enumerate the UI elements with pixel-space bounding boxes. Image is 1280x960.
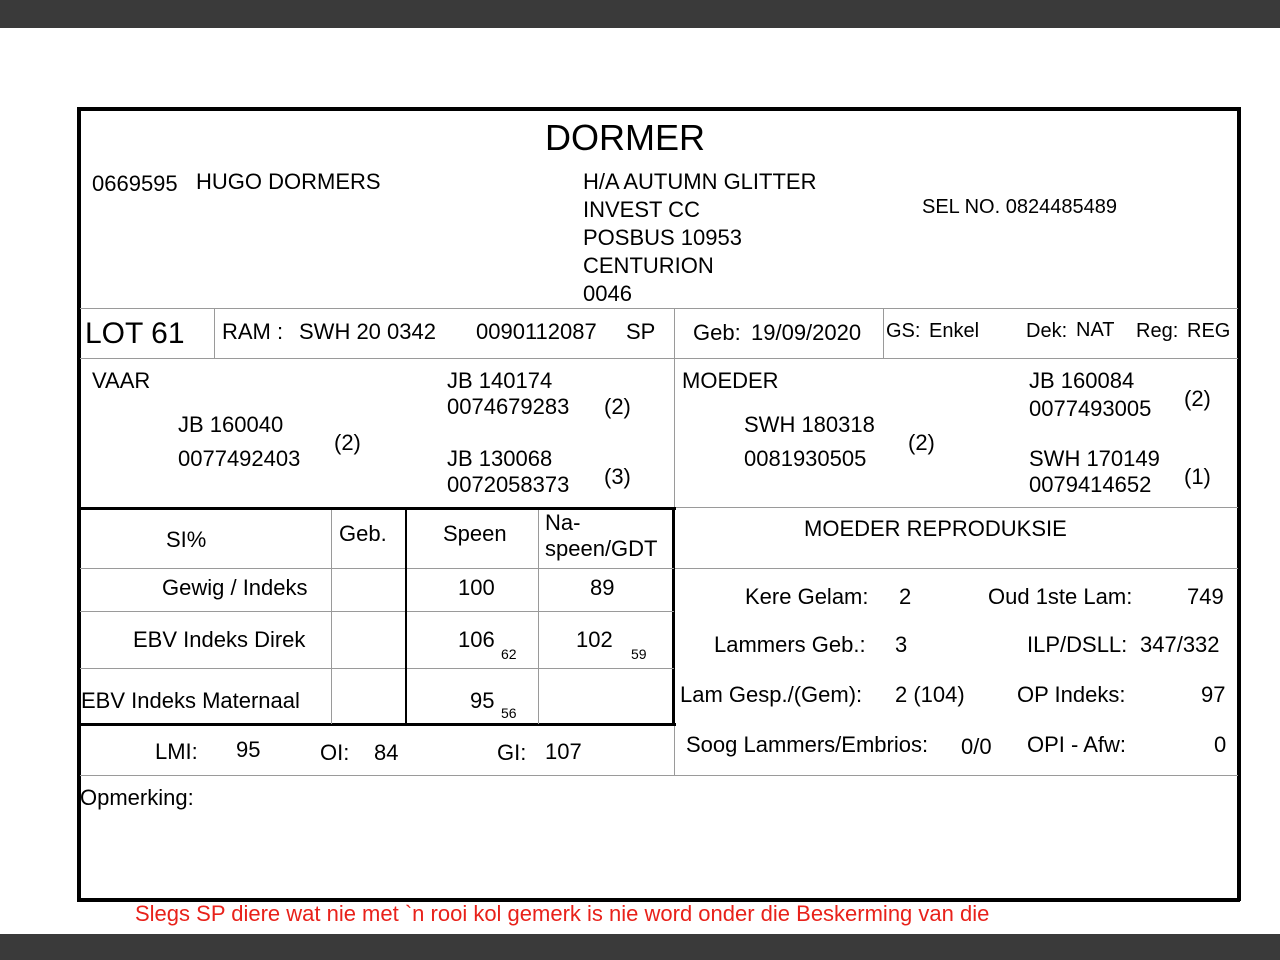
- lam-gesp-value: 2 (104): [895, 682, 965, 707]
- si-header: SI%: [166, 527, 207, 552]
- op-indeks-label: OP Indeks:: [1017, 682, 1126, 707]
- row-maternaal-speen-acc: 56: [501, 705, 517, 721]
- opi-label: OPI - Afw:: [1027, 732, 1127, 757]
- row-label-gewig: Gewig / Indeks: [162, 575, 308, 600]
- breeder-name: HUGO DORMERS: [196, 169, 381, 194]
- ram-label: RAM :: [222, 319, 284, 344]
- si-row-line-3: [80, 668, 674, 669]
- reg-label: Reg:: [1136, 320, 1179, 342]
- ilp-value: 347/332: [1140, 632, 1220, 657]
- owner-line-1: H/A AUTUMN GLITTER: [583, 169, 817, 194]
- ram-number: 0090112087: [476, 319, 597, 344]
- divider-header: [80, 308, 1238, 309]
- moeder-grandsire-number: 0077493005: [1029, 396, 1152, 421]
- reg-value: REG: [1187, 320, 1231, 342]
- ilp-label: ILP/DSLL:: [1027, 632, 1128, 657]
- moeder-dam-grade: (2): [908, 430, 935, 455]
- vaar-sire-grade: (2): [334, 430, 361, 455]
- repro-title: MOEDER REPRODUKSIE: [804, 516, 1067, 541]
- moeder-grandsire-id: JB 160084: [1029, 368, 1135, 393]
- row-direk-naspeen: 102: [576, 627, 613, 652]
- naspeen-header: Na- speen/GDT: [545, 510, 658, 561]
- speen-header: Speen: [443, 521, 507, 546]
- divider-lot-3: [883, 308, 884, 359]
- remarks-label: Opmerking:: [80, 785, 194, 810]
- owner-line-4: CENTURION: [583, 253, 714, 278]
- divider-lot-1: [214, 308, 215, 359]
- owner-line-5: 0046: [583, 281, 632, 306]
- breeder-number: 0669595: [92, 171, 178, 196]
- row-direk-naspeen-acc: 59: [631, 646, 647, 662]
- lmi-label: LMI:: [155, 739, 198, 764]
- row-direk-speen: 106: [458, 627, 495, 652]
- divider-repro-title: [675, 568, 1238, 569]
- row-label-direk: EBV Indeks Direk: [133, 627, 306, 652]
- vaar-label: VAAR: [92, 368, 151, 393]
- lammers-geb-value: 3: [895, 632, 908, 657]
- moeder-granddam-id: SWH 170149: [1029, 446, 1160, 471]
- geb-header: Geb.: [339, 521, 387, 546]
- soog-value: 0/0: [961, 734, 992, 759]
- oud-value: 749: [1187, 584, 1224, 609]
- si-col-line-2: [405, 510, 407, 724]
- moeder-granddam-grade: (1): [1184, 464, 1211, 489]
- geb-label: Geb:: [693, 320, 741, 345]
- moeder-dam-number: 0081930505: [744, 446, 867, 471]
- dek-label: Dek:: [1026, 320, 1068, 342]
- divider-lot: [80, 358, 1238, 359]
- frame-top: [77, 107, 1240, 111]
- gs-value: Enkel: [929, 320, 980, 342]
- si-table-bottom: [80, 723, 676, 726]
- vaar-grandsire-number: 0074679283: [447, 394, 570, 419]
- moeder-grandsire-grade: (2): [1184, 386, 1211, 411]
- sel-number: SEL NO. 0824485489: [922, 196, 1117, 218]
- kere-gelam-label: Kere Gelam:: [745, 584, 869, 609]
- kere-gelam-value: 2: [899, 584, 912, 609]
- si-table-right: [672, 507, 675, 726]
- si-row-line-2: [80, 611, 674, 612]
- lam-gesp-label: Lam Gesp./(Gem):: [680, 682, 863, 707]
- gi-value: 107: [545, 739, 582, 764]
- vaar-sire-id: JB 160040: [178, 412, 284, 437]
- row-gewig-naspeen: 89: [590, 575, 615, 600]
- moeder-dam-id: SWH 180318: [744, 412, 875, 437]
- ram-id: SWH 20 0342: [299, 319, 436, 344]
- dek-value: NAT: [1076, 319, 1115, 341]
- si-col-line-1: [331, 510, 332, 724]
- breed-title: DORMER: [545, 117, 705, 158]
- row-direk-speen-acc: 62: [501, 646, 517, 662]
- owner-line-3: POSBUS 10953: [583, 225, 742, 250]
- gi-label: GI:: [497, 740, 527, 765]
- lmi-value: 95: [236, 737, 261, 762]
- vaar-grandsire-grade: (2): [604, 394, 631, 419]
- frame-left: [77, 107, 81, 901]
- vaar-granddam-number: 0072058373: [447, 472, 570, 497]
- vaar-granddam-id: JB 130068: [447, 446, 553, 471]
- bottom-bar: [0, 934, 1280, 960]
- oi-label: OI:: [320, 740, 350, 765]
- si-col-line-3: [538, 510, 539, 724]
- moeder-label: MOEDER: [682, 368, 779, 393]
- row-label-maternaal: EBV Indeks Maternaal: [81, 688, 300, 713]
- vaar-sire-number: 0077492403: [178, 446, 301, 471]
- row-gewig-speen: 100: [458, 575, 495, 600]
- vaar-granddam-grade: (3): [604, 464, 631, 489]
- opi-value: 0: [1214, 732, 1227, 757]
- ram-sp: SP: [626, 319, 656, 344]
- oud-label: Oud 1ste Lam:: [988, 584, 1133, 609]
- divider-repro-top: [675, 507, 1238, 508]
- oi-value: 84: [374, 740, 399, 765]
- si-row-line-1: [80, 568, 674, 569]
- op-indeks-value: 97: [1201, 682, 1226, 707]
- soog-label: Soog Lammers/Embrios:: [686, 732, 929, 757]
- row-maternaal-speen: 95: [470, 688, 495, 713]
- disclaimer-text: Slegs SP diere wat nie met `n rooi kol gemerk is nie word onder die Beskerming van die: [135, 901, 990, 926]
- owner-line-2: INVEST CC: [583, 197, 700, 222]
- top-bar: [0, 0, 1280, 28]
- divider-lot-2: [674, 308, 675, 359]
- lot-label: LOT 61: [85, 317, 185, 350]
- vaar-grandsire-id: JB 140174: [447, 368, 553, 393]
- lammers-geb-label: Lammers Geb.:: [714, 632, 866, 657]
- moeder-granddam-number: 0079414652: [1029, 472, 1152, 497]
- gs-label: GS:: [886, 320, 921, 342]
- frame-right: [1237, 107, 1241, 901]
- geb-date: 19/09/2020: [751, 320, 862, 345]
- divider-remarks: [80, 775, 1238, 776]
